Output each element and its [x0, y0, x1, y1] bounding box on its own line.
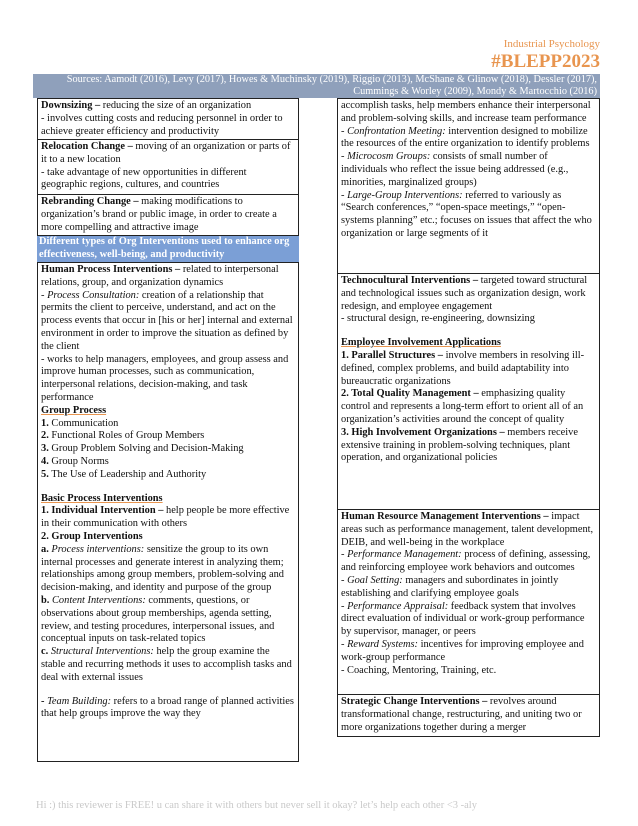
microcosm-groups-text: consists of small number of individuals who reflect the issue being addressed (e.g., minorities, marginalized groups): [341, 151, 569, 188]
process-interventions-term: Process interventions:: [51, 543, 145, 555]
hpi-title: Human Process Interventions –: [41, 264, 181, 275]
reward-systems-text: incentives for improving employee and work-group performance: [341, 638, 584, 663]
relocation-definition: moving of an organization or parts of it to a new location: [41, 141, 291, 165]
basic-process-heading: Basic Process Interventions: [41, 492, 163, 504]
hpi-detail: - works to help managers, employees, and group assess and improve human processes, such as communication, interpersonal relations, decision-making, and task performance: [41, 353, 289, 403]
group-interventions-title: 2. Group Interventions: [41, 530, 143, 542]
technocultural-definition: targeted toward structural and technological issues such as organization design, work redesign, and employee engagement: [341, 275, 588, 312]
sources-bar: Sources: Aamodt (2016), Levy (2017), Howes & Muchinsky (2019), Riggio (2013), McShane & Glinow (2018), Dessler (2017), Cummings & Worley (2009), Mondy & Martocchio (2016): [33, 74, 600, 98]
goal-setting-term: Goal Setting:: [347, 574, 403, 586]
confrontation-meeting-text: intervention designed to mobilize the resources of the entire organization to identify problems: [341, 125, 590, 150]
hpi-definition: related to interpersonal relations, group, and organization dynamics: [41, 264, 279, 288]
parallel-structures-text: involve members in resolving ill-defined, complex problems, and build adaptability into bureaucratic organizations: [341, 349, 585, 387]
rebranding-title: Rebranding Change –: [41, 196, 139, 207]
large-group-text: referred to variously as “Search conferences,” “open-space meetings,” “open-systems planning” etc.; focuses on issues that affect the who organization or large segments of it: [341, 189, 592, 239]
hpi-continued-box: accomplish tasks, help members enhance their interpersonal and problem-solving skills, and increase team performance - Confrontation Meeting: intervention designed to mobilize the resources of the entire organization to identify problems - Microcosm Groups: consists of small number of individuals who reflect the issue being addressed (e.g., minorities, marginalized groups) - Large-Group Interventions: referred to variously as “Search conferences,” “open-space meetings,” “open-systems planning” etc.; focuses on issues that affect the who organization or large segments of it: [337, 98, 600, 274]
relocation-detail: - take advantage of new opportunities in different geographic regions, cultures, and countries: [41, 166, 247, 191]
technocultural-title: Technocultural Interventions –: [341, 275, 479, 286]
hrm-box: Human Resource Management Interventions – impact areas such as performance management, talent development, DEIB, and well-being in the workplace - Performance Management: process of defining, assessing, and reinforcing employee work behaviors and outcomes - Goal Setting: managers and subordinates in jointly establishing and clarifying employee goals - Performance Appraisal: feedback system that involves direct evaluation of individual or work-group performance by supervisor, manager, or peers - Reward Systems: incentives for improving employee and work-group performance - Coaching, Mentoring, Training, etc.: [337, 509, 600, 695]
downsizing-box: [37, 98, 299, 140]
technocultural-box: [337, 273, 600, 510]
large-group-term: Large-Group Interventions:: [347, 189, 463, 201]
content-interventions-text: comments, questions, or observations about group memberships, agenda setting, review, and testing procedures, interpersonal issues, and conceptual inputs on task-related topics: [41, 594, 275, 645]
rebranding-box: [37, 194, 299, 236]
group-process-item: 2. Functional Roles of Group Members: [41, 430, 205, 442]
footer-note: Hi :) this reviewer is FREE! u can share it with others but never sell it okay? let’s help each other <3 -aly: [36, 800, 477, 811]
process-consultation-term: Process Consultation:: [47, 289, 140, 301]
tqm-title: 2. Total Quality Management –: [341, 388, 479, 400]
header-hashtag: #BLEPP2023: [491, 51, 600, 72]
content-interventions-term: Content Interventions:: [52, 594, 146, 606]
structural-interventions-term: Structural Interventions:: [50, 646, 154, 658]
group-process-item: 4. Group Norms: [41, 455, 109, 467]
individual-intervention-title: 1. Individual Intervention –: [41, 505, 164, 517]
interventions-banner: Different types of Org Interventions used to enhance org effectiveness, well-being, and productivity: [37, 236, 299, 263]
strategic-title: Strategic Change Interventions –: [341, 696, 488, 707]
downsizing-definition: reducing the size of an organization: [100, 100, 252, 111]
right-column: [337, 99, 600, 737]
process-interventions-text: sensitize the group to its own internal processes and generate interest in analyzing them; relationships among group members, problem-solving and decision-making, and identity and purpose of the group: [41, 543, 284, 594]
rebranding-definition: making modifications to organization’s brand or public image, in order to create a more compelling and attractive image: [41, 196, 277, 233]
downsizing-detail: - involves cutting costs and reducing personnel in order to achieve greater efficiency and productivity: [41, 112, 283, 137]
downsizing-title: Downsizing –: [41, 100, 101, 111]
individual-intervention-text: help people be more effective in their communication with others: [41, 505, 290, 530]
hrm-definition: impact areas such as performance management, talent development, DEIB, and well-being in the workplace: [341, 511, 594, 548]
hrm-title: Human Resource Management Interventions –: [341, 511, 549, 522]
left-column: [37, 99, 299, 762]
employee-involvement-heading: Employee Involvement Applications: [341, 337, 501, 349]
structural-interventions-text: help the group examine the stable and recurring methods it uses to accomplish tasks and deal with external issues: [41, 646, 292, 683]
team-building-continued: accomplish tasks, help members enhance their interpersonal and problem-solving skills, and increase team performance: [341, 100, 591, 124]
strategic-change-box: [337, 694, 600, 737]
high-involvement-text: members receive extensive training in problem-solving techniques, plant operation, and organizational policies: [341, 426, 578, 464]
group-process-heading: Group Process: [41, 404, 107, 416]
microcosm-groups-term: Microcosm Groups:: [347, 151, 431, 163]
confrontation-meeting-term: Confrontation Meeting:: [347, 125, 446, 137]
performance-management-text: process of defining, assessing, and reinforcing employee work behaviors and outcomes: [341, 549, 591, 574]
goal-setting-text: managers and subordinates in jointly establishing and clarifying employee goals: [341, 574, 559, 599]
human-process-box: Human Process Interventions – related to interpersonal relations, group, and organization dynamics - Process Consultation: creation of a relationship that permits the client to perceive, understand, and act on the process events that occur in [his or her] internal and external environment in order to improve the situation as defined by the client - works to help managers, employees, and group assess and improve human processes, such as communication, interpersonal relations, decision-making, and task performance Group Process 1. Communication 2. Functional Roles of Group Members 3. Group Problem Solving and Decision-Making 4. Group Norms 5. The Use of Leadership and Authority Basic Process Interventions 1. Individual Intervention – help people be more effective in their communication with others 2. Group Interventions a. Process interventions: sensitize the group to its own internal processes and generate interest in analyzing them; relationships among group members, problem-solving and decision-making, and identity and purpose of the group b. Content Interventions: comments, questions, or observations about group memberships, agenda setting, review, and testing procedures, interpersonal issues, and conceptual inputs on task-related topics c. Structural Interventions: help the group examine the stable and recurring methods it uses to accomplish tasks and deal with external issues - Team Building: refers to a broad range of planned activities that help groups improve the way they: [37, 262, 299, 762]
relocation-box: [37, 139, 299, 195]
parallel-structures-title: 1. Parallel Structures –: [341, 349, 443, 361]
reward-systems-term: Reward Systems:: [347, 638, 418, 650]
team-building-term: Team Building:: [47, 695, 112, 707]
process-consultation-text: creation of a relationship that permits the client to perceive, understand, and act on the process events that occur in [his or her] internal and external environment in order to improve the situation as defined by the client: [41, 289, 293, 352]
performance-appraisal-text: feedback system that involves direct evaluation of individual or work-group performance by supervisor, manager, or peers: [341, 600, 585, 638]
performance-management-term: Performance Management:: [347, 549, 462, 561]
team-building-text: refers to a broad range of planned activities that help groups improve the way they: [41, 695, 294, 720]
group-process-item: 3. Group Problem Solving and Decision-Making: [41, 443, 244, 455]
header-subtitle: Industrial Psychology: [503, 38, 600, 50]
performance-appraisal-term: Performance Appraisal:: [347, 600, 449, 612]
group-process-item: 1. Communication: [41, 417, 119, 429]
coaching-line: - Coaching, Mentoring, Training, etc.: [341, 664, 497, 676]
tqm-text: emphasizing quality control and represents a long-term effort to orient all of an organization’s activities around the concept of quality: [341, 388, 584, 425]
strategic-definition: revolves around transformational change, restructuring, and uniting two or more organizations together during a merger: [341, 696, 582, 733]
high-involvement-title: 3. High Involvement Organizations –: [341, 426, 505, 438]
relocation-title: Relocation Change –: [41, 141, 133, 152]
group-process-item: 5. The Use of Leadership and Authority: [41, 468, 207, 480]
technocultural-detail: - structural design, re-engineering, downsizing: [341, 313, 535, 325]
